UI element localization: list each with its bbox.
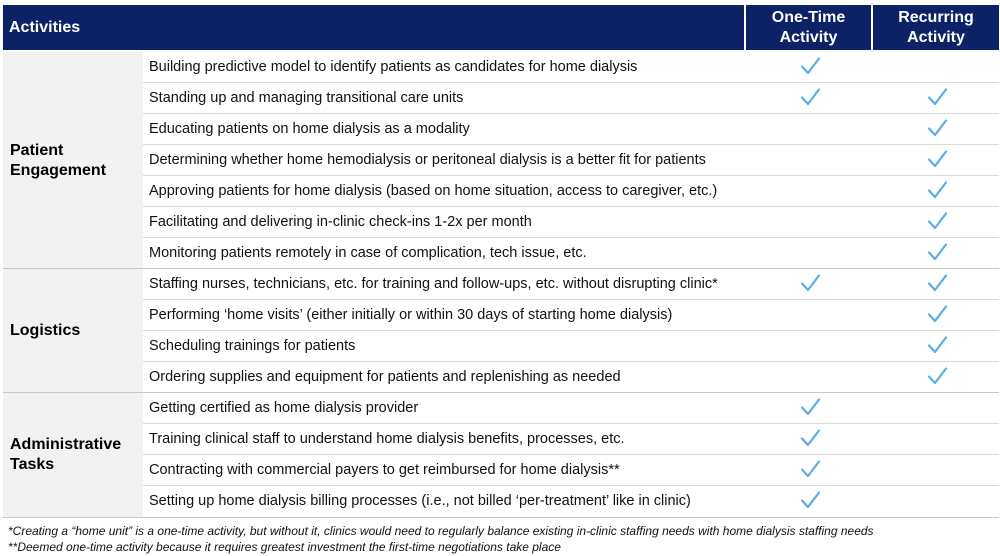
table-row: [143, 269, 999, 300]
section-label: [10, 321, 80, 341]
recurring-check-icon: [926, 117, 948, 139]
activity-text: Setting up home dialysis billing processes (i.e., not billed ‘per-treatment’ like in clinic): [149, 493, 691, 509]
footnote-1: *Creating a “home unit” is a one-time activity, but without it, clinics would need to regularly balance existing in-clinic staffing needs with home dialysis staffing needs: [8, 524, 874, 538]
header-one-time-line1: One-Time: [771, 8, 846, 26]
recurring-check-icon: [926, 210, 948, 232]
activity-text: Ordering supplies and equipment for patients and replenishing as needed: [149, 369, 621, 385]
section-label: [10, 141, 106, 181]
section: [3, 52, 143, 269]
table-row: [143, 300, 999, 331]
table-row: [143, 52, 999, 83]
section-label-line1: Patient: [10, 141, 64, 159]
activity-text: Training clinical staff to understand home dialysis benefits, processes, etc.: [149, 431, 625, 447]
activity-text: Staffing nurses, technicians, etc. for training and follow-ups, etc. without disrupting clinic*: [149, 276, 718, 292]
table-row: [143, 331, 999, 362]
activity-text: Performing ‘home visits’ (either initially or within 30 days of starting home dialysis): [149, 307, 673, 323]
one-time-check-icon: [799, 86, 821, 108]
section-rows: [143, 269, 999, 393]
header-activities: Activities: [9, 19, 81, 36]
activity-text: Contracting with commercial payers to get reimbursed for home dialysis**: [149, 462, 620, 478]
section-label-line1: Administrative: [10, 436, 122, 453]
table-row: [143, 424, 999, 455]
header-recurring-line1: Recurring: [898, 8, 974, 26]
one-time-check-icon: [799, 396, 821, 418]
header-one-time-line2: Activity: [779, 28, 838, 46]
one-time-check-icon: [799, 489, 821, 511]
table-row: [143, 176, 999, 207]
section-rows: [143, 393, 999, 517]
recurring-check-icon: [926, 241, 948, 263]
activity-text: Standing up and managing transitional care units: [149, 90, 464, 106]
section-label: [10, 435, 121, 475]
section-rows: [143, 52, 999, 269]
one-time-check-icon: [799, 55, 821, 77]
activity-text: Approving patients for home dialysis (based on home situation, access to caregiver, etc.): [149, 183, 718, 199]
section-label-line2: Engagement: [10, 161, 107, 179]
activity-text: Building predictive model to identify patients as candidates for home dialysis: [149, 59, 638, 75]
table-row: [143, 362, 999, 393]
section: [3, 269, 143, 393]
one-time-check-icon: [799, 272, 821, 294]
recurring-check-icon: [926, 148, 948, 170]
one-time-check-icon: [799, 427, 821, 449]
activity-text: Determining whether home hemodialysis or peritoneal dialysis is a better fit for patients: [149, 152, 706, 168]
header-one-time: [746, 5, 871, 50]
recurring-check-icon: [926, 272, 948, 294]
recurring-check-icon: [926, 334, 948, 356]
table-row: [143, 83, 999, 114]
header-recurring-line2: Activity: [907, 28, 965, 46]
table-row: [143, 114, 999, 145]
table-row: [143, 393, 999, 424]
footnote-2: **Deemed one-time activity because it requires greatest investment the first-time negotiations take place: [8, 540, 561, 554]
activity-text: Getting certified as home dialysis provider: [149, 400, 419, 416]
table-row: [143, 207, 999, 238]
table-header: [3, 5, 999, 50]
table-bottom-border: [3, 517, 999, 518]
activity-text: Scheduling trainings for patients: [149, 338, 356, 354]
section-label-line1: Logistics: [10, 322, 81, 339]
table-row: [143, 455, 999, 486]
header-recurring: [873, 5, 999, 50]
one-time-check-icon: [799, 458, 821, 480]
section-label-line2: Tasks: [10, 456, 55, 473]
table-row: [143, 486, 999, 517]
recurring-check-icon: [926, 303, 948, 325]
activity-text: Educating patients on home dialysis as a modality: [149, 121, 470, 137]
recurring-check-icon: [926, 365, 948, 387]
section: [3, 393, 143, 517]
table-row: [143, 238, 999, 269]
activity-text: Facilitating and delivering in-clinic check-ins 1-2x per month: [149, 214, 532, 230]
table-row: [143, 145, 999, 176]
recurring-check-icon: [926, 86, 948, 108]
recurring-check-icon: [926, 179, 948, 201]
activity-text: Monitoring patients remotely in case of complication, tech issue, etc.: [149, 245, 587, 261]
